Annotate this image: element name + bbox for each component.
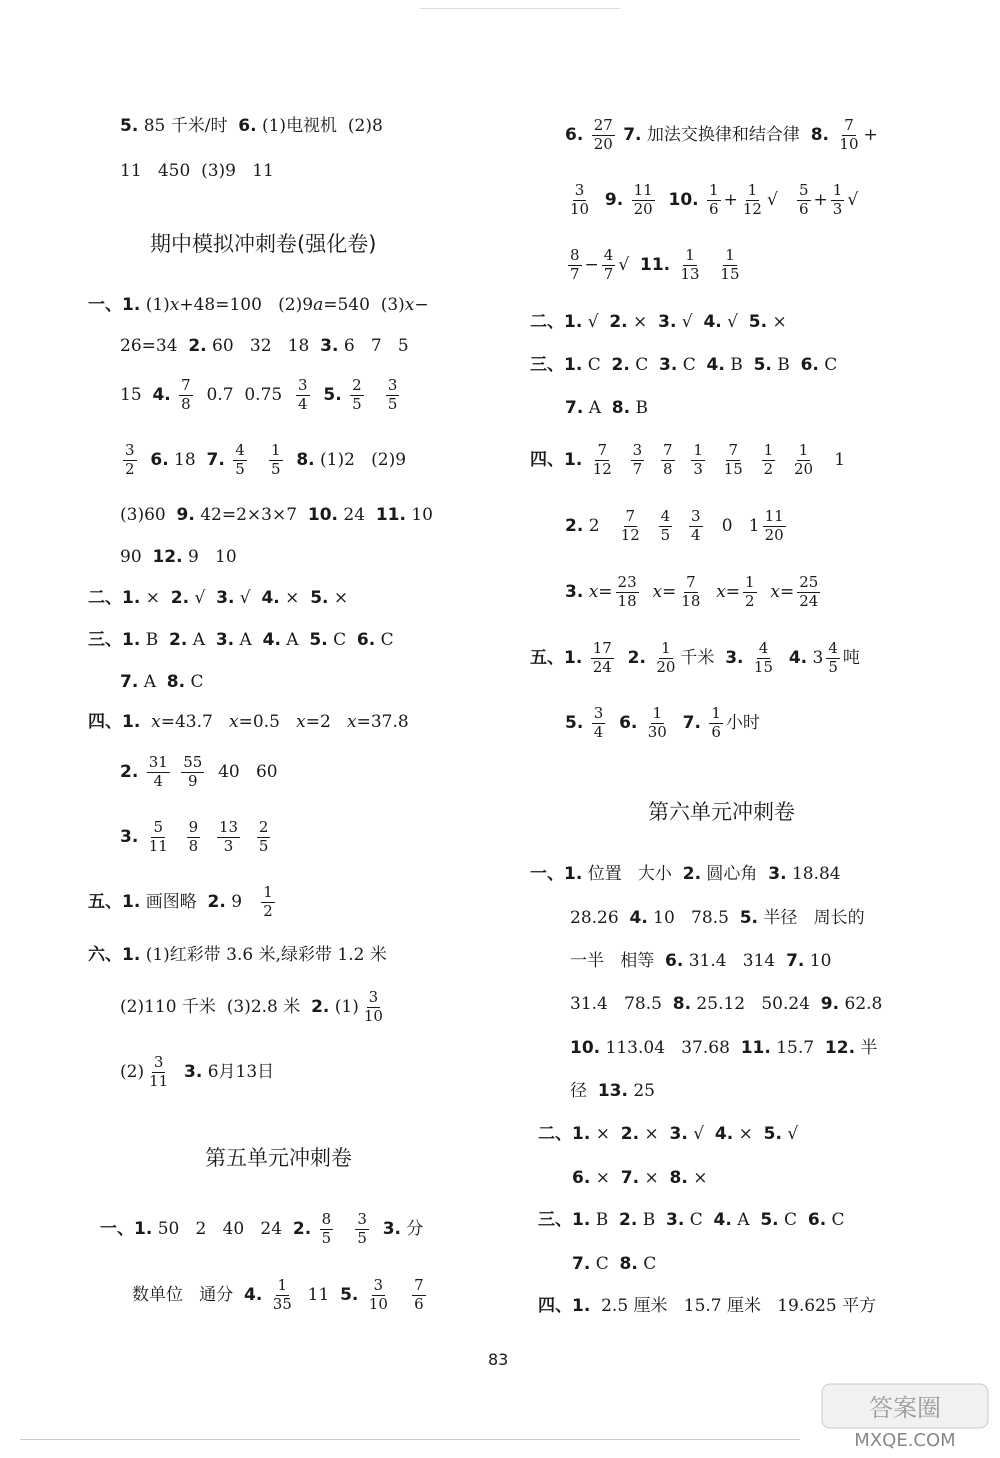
right-answer-line: 2. 2 $\frac{7}{12}$ $\frac{4}{5}$ $\frac{3}{4}$ 0 1 $\frac{11}{20}$ <box>565 507 784 544</box>
left-answer-line: 90 12. 9 10 <box>120 547 237 567</box>
left-answer-line: 5. 85 千米/时 6. (1)电视机 (2)8 <box>120 116 383 136</box>
right-answer-line: 10. 113.04 37.68 11. 15.7 12. 半 <box>570 1038 878 1058</box>
section-title: 第五单元冲刺卷 <box>205 1146 352 1170</box>
left-answer-line: $\frac{3}{2}$ 6. 18 7. $\frac{4}{5}$ $\frac{1}{5}$ 8. (1)2 (2)9 <box>125 441 407 478</box>
left-answer-line: 一、1. (1)x+48=100 (2)9a=540 (3)x− <box>88 295 429 315</box>
left-answer-line: 7. A 8. C <box>120 672 204 692</box>
right-answer-line: 径 13. 25 <box>570 1081 655 1101</box>
right-answer-line: 五、1. $\frac{17}{24}$ 2. $\frac{1}{20}$ 千米 3. $\frac{4}{15}$ 4. 3 $\frac{4}{5}$ 吨 <box>530 639 860 676</box>
right-answer-line: 6. $\frac{27}{20}$ 7. 加法交换律和结合律 8. $\frac{7}{10}$ + <box>565 116 878 153</box>
left-answer-line: 五、1. 画图略 2. 9 $\frac{1}{2}$ <box>88 883 273 920</box>
right-answer-line: 3. x= $\frac{23}{18}$ x= $\frac{7}{18}$ x= $\frac{1}{2}$ x= $\frac{25}{24}$ <box>565 573 819 610</box>
right-answer-line: 三、1. B 2. B 3. C 4. A 5. C 6. C <box>538 1210 845 1230</box>
page-number: 83 <box>488 1350 509 1369</box>
left-answer-line: (2)110 千米 (3)2.8 米 2. (1) $\frac{3}{10}$ <box>120 988 383 1025</box>
left-answer-line: 六、1. (1)红彩带 3.6 米,绿彩带 1.2 米 <box>88 945 387 965</box>
right-answer-line: 28.26 4. 10 78.5 5. 半径 周长的 <box>570 908 865 928</box>
watermark-text: MXQE.COM <box>854 1430 956 1450</box>
top-rule <box>420 8 620 9</box>
left-answer-line: 数单位 通分 4. $\frac{1}{35}$ 11 5. $\frac{3}{10}$ $\frac{7}{6}$ <box>132 1276 424 1313</box>
left-answer-line: (2) $\frac{3}{11}$ 3. 6月13日 <box>120 1053 275 1090</box>
right-answer-line: 7. C 8. C <box>572 1254 657 1274</box>
right-answer-line: 7. A 8. B <box>565 398 648 418</box>
right-answer-line: $\frac{3}{10}$ 9. $\frac{11}{20}$ 10. $\frac{1}{6}$ + $\frac{1}{12}$ √ $\frac{5}{6}$ + $\frac{1}{3}$ √ <box>570 181 859 218</box>
right-answer-line: 6. × 7. × 8. × <box>572 1168 708 1188</box>
left-answer-line: 三、1. B 2. A 3. A 4. A 5. C 6. C <box>88 630 394 650</box>
left-answer-line: 2. $\frac{31}{4}$ $\frac{55}{9}$ 40 60 <box>120 753 278 790</box>
section-title: 期中模拟冲刺卷(强化卷) <box>150 232 377 256</box>
bottom-rule <box>20 1439 800 1440</box>
watermark-logo <box>820 1380 990 1450</box>
right-answer-line: 一、1. 位置 大小 2. 圆心角 3. 18.84 <box>530 864 841 884</box>
left-answer-line: 四、1. x=43.7 x=0.5 x=2 x=37.8 <box>88 712 409 732</box>
right-answer-line: 一半 相等 6. 31.4 314 7. 10 <box>570 951 832 971</box>
left-answer-line: 二、1. × 2. √ 3. √ 4. × 5. × <box>88 588 349 608</box>
watermark-logo-text: 答案圈 <box>869 1394 941 1422</box>
right-answer-line: 四、1. $\frac{7}{12}$ $\frac{3}{7}$ $\frac{7}{8}$ $\frac{1}{3}$ $\frac{7}{15}$ $\frac{1}{2}$ $\frac{1}{20}$ 1 <box>530 441 846 478</box>
right-answer-line: 5. $\frac{3}{4}$ 6. $\frac{1}{30}$ 7. $\frac{1}{6}$ 小时 <box>565 704 760 741</box>
left-answer-line: 3. $\frac{5}{11}$ $\frac{9}{8}$ $\frac{13}{3}$ $\frac{2}{5}$ <box>120 818 269 855</box>
right-answer-line: 四、1. 2.5 厘米 15.7 厘米 19.625 平方 <box>538 1296 877 1316</box>
right-answer-line: 二、1. × 2. × 3. √ 4. × 5. √ <box>538 1124 799 1144</box>
right-answer-line: 二、1. √ 2. × 3. √ 4. √ 5. × <box>530 312 787 332</box>
right-answer-line: 三、1. C 2. C 3. C 4. B 5. B 6. C <box>530 355 838 375</box>
left-answer-line: 11 450 (3)9 11 <box>120 161 274 181</box>
left-answer-line: 26=34 2. 60 32 18 3. 6 7 5 <box>120 336 409 356</box>
left-answer-line: (3)60 9. 42=2×3×7 10. 24 11. 10 <box>120 505 433 525</box>
left-answer-line: 15 4. $\frac{7}{8}$ 0.7 0.75 $\frac{3}{4}$ 5. $\frac{2}{5}$ $\frac{3}{5}$ <box>120 376 398 413</box>
left-answer-line: 一、1. 50 2 40 24 2. $\frac{8}{5}$ $\frac{3}{5}$ 3. 分 <box>100 1210 424 1247</box>
section-title: 第六单元冲刺卷 <box>648 800 795 824</box>
right-answer-line: $\frac{8}{7}$ − $\frac{4}{7}$ √ 11. $\frac{1}{13}$ $\frac{1}{15}$ <box>570 246 740 283</box>
right-answer-line: 31.4 78.5 8. 25.12 50.24 9. 62.8 <box>570 994 883 1014</box>
